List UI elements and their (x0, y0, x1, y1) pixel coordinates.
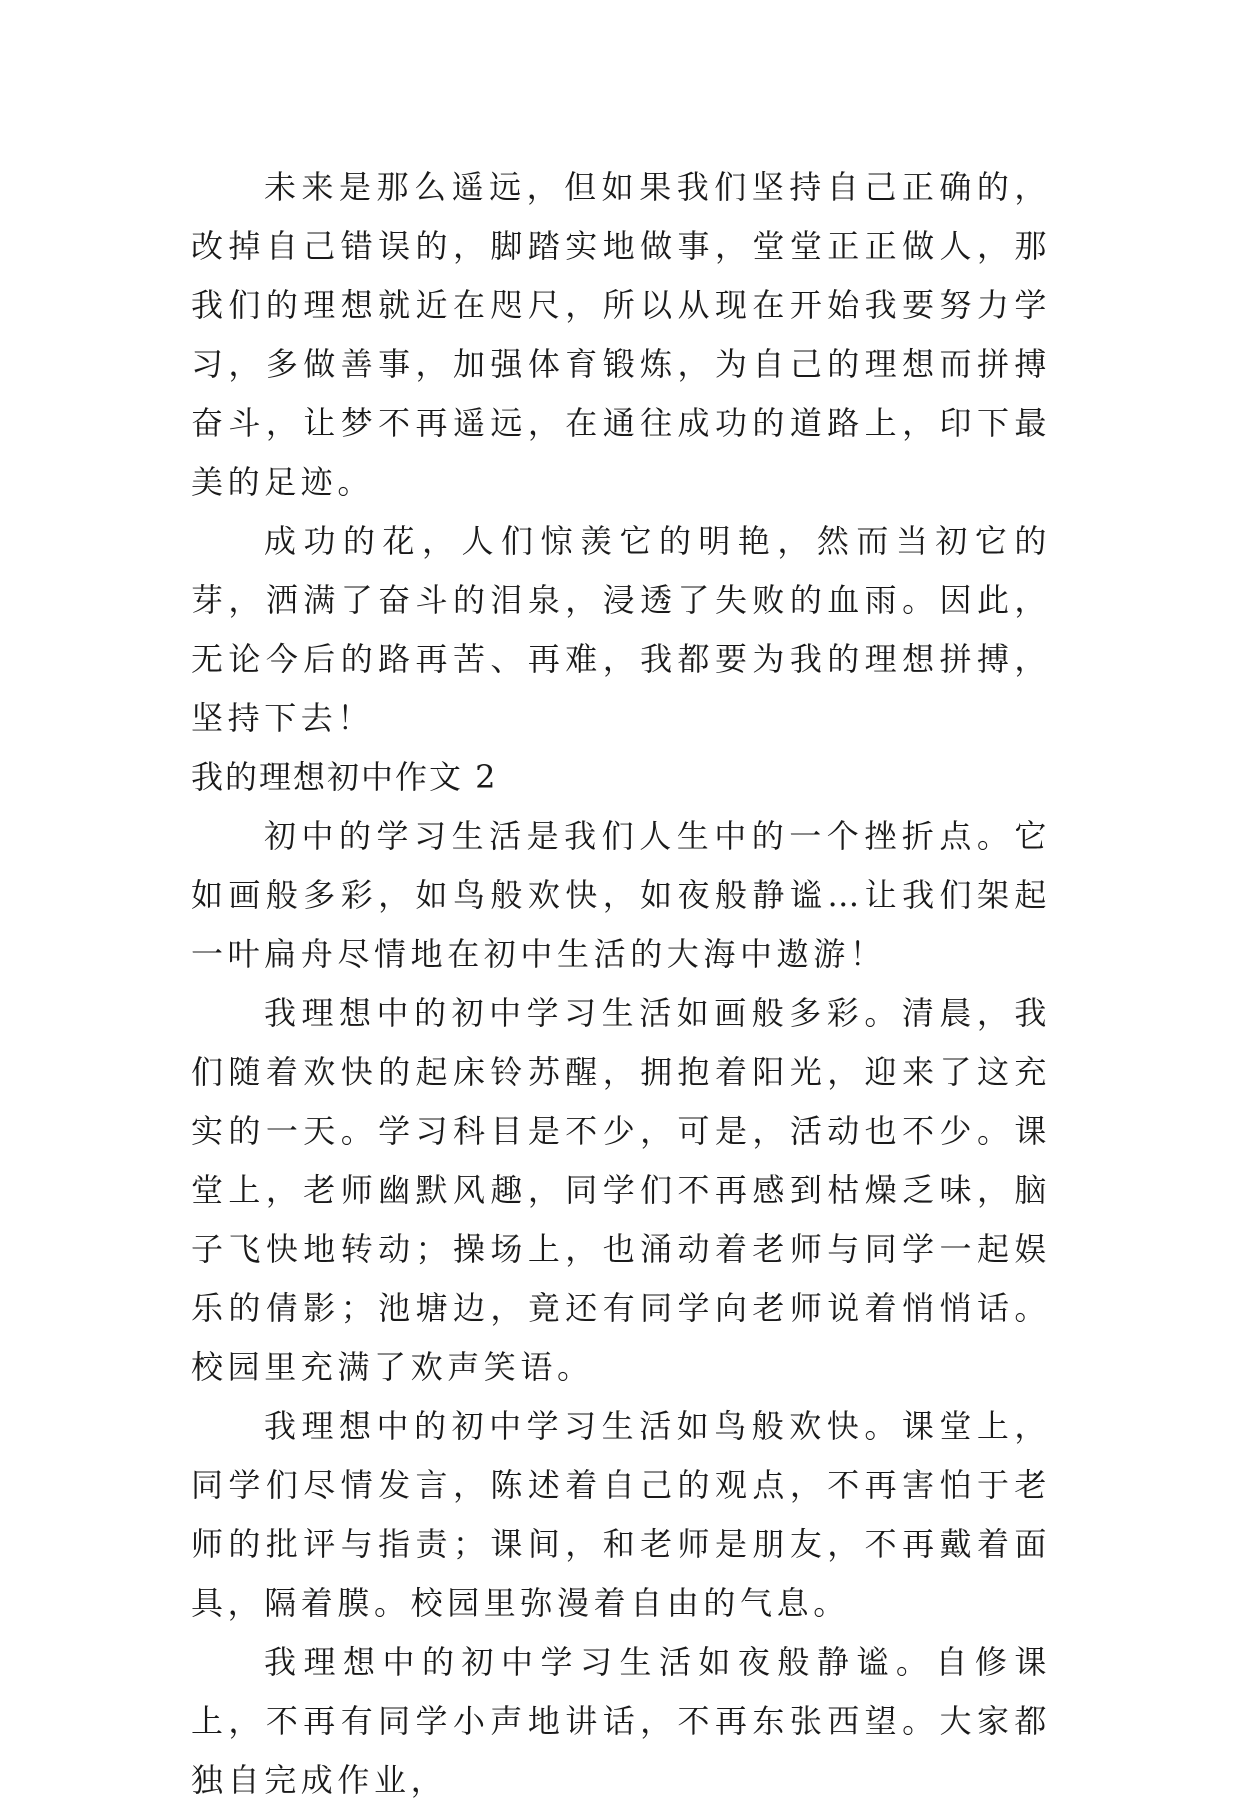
paragraph-colorful: 我理想中的初中学习生活如画般多彩。清晨，我们随着欢快的起床铃苏醒，拥抱着阳光，迎来了这充实的一天。学习科目是不少，可是，活动也不少。课堂上，老师幽默风趣，同学们不再感到枯燥乏味，脑子飞快地转动；操场上，也涌动着老师与同学一起娱乐的倩影；池塘边，竟还有同学向老师说着悄悄话。校园里充满了欢声笑语。 (191, 994, 1051, 1386)
paragraph-quiet: 我理想中的初中学习生活如夜般静谧。自修课上，不再有同学小声地讲话，不再东张西望。大家都独自完成作业， (191, 1643, 1051, 1799)
paragraph-intro: 初中的学习生活是我们人生中的一个挫折点。它如画般多彩，如鸟般欢快，如夜般静谧…让我们架起一叶扁舟尽情地在初中生活的大海中遨游！ (191, 817, 1051, 973)
paragraph-joyful: 我理想中的初中学习生活如鸟般欢快。课堂上，同学们尽情发言，陈述着自己的观点，不再害怕于老师的批评与指责；课间，和老师是朋友，不再戴着面具，隔着膜。校园里弥漫着自由的气息。 (191, 1407, 1051, 1622)
paragraph-success-flower: 成功的花，人们惊羡它的明艳，然而当初它的芽，洒满了奋斗的泪泉，浸透了失败的血雨。因此，无论今后的路再苦、再难，我都要为我的理想拼搏，坚持下去！ (191, 522, 1051, 737)
document-body (191, 158, 1051, 1810)
paragraph-future: 未来是那么遥远，但如果我们坚持自己正确的，改掉自己错误的，脚踏实地做事，堂堂正正做人，那我们的理想就近在咫尺，所以从现在开始我要努力学习，多做善事，加强体育锻炼，为自己的理想而拼搏奋斗，让梦不再遥远，在通往成功的道路上，印下最美的足迹。 (191, 168, 1051, 501)
essay-heading: 我的理想初中作文 2 (191, 758, 498, 796)
